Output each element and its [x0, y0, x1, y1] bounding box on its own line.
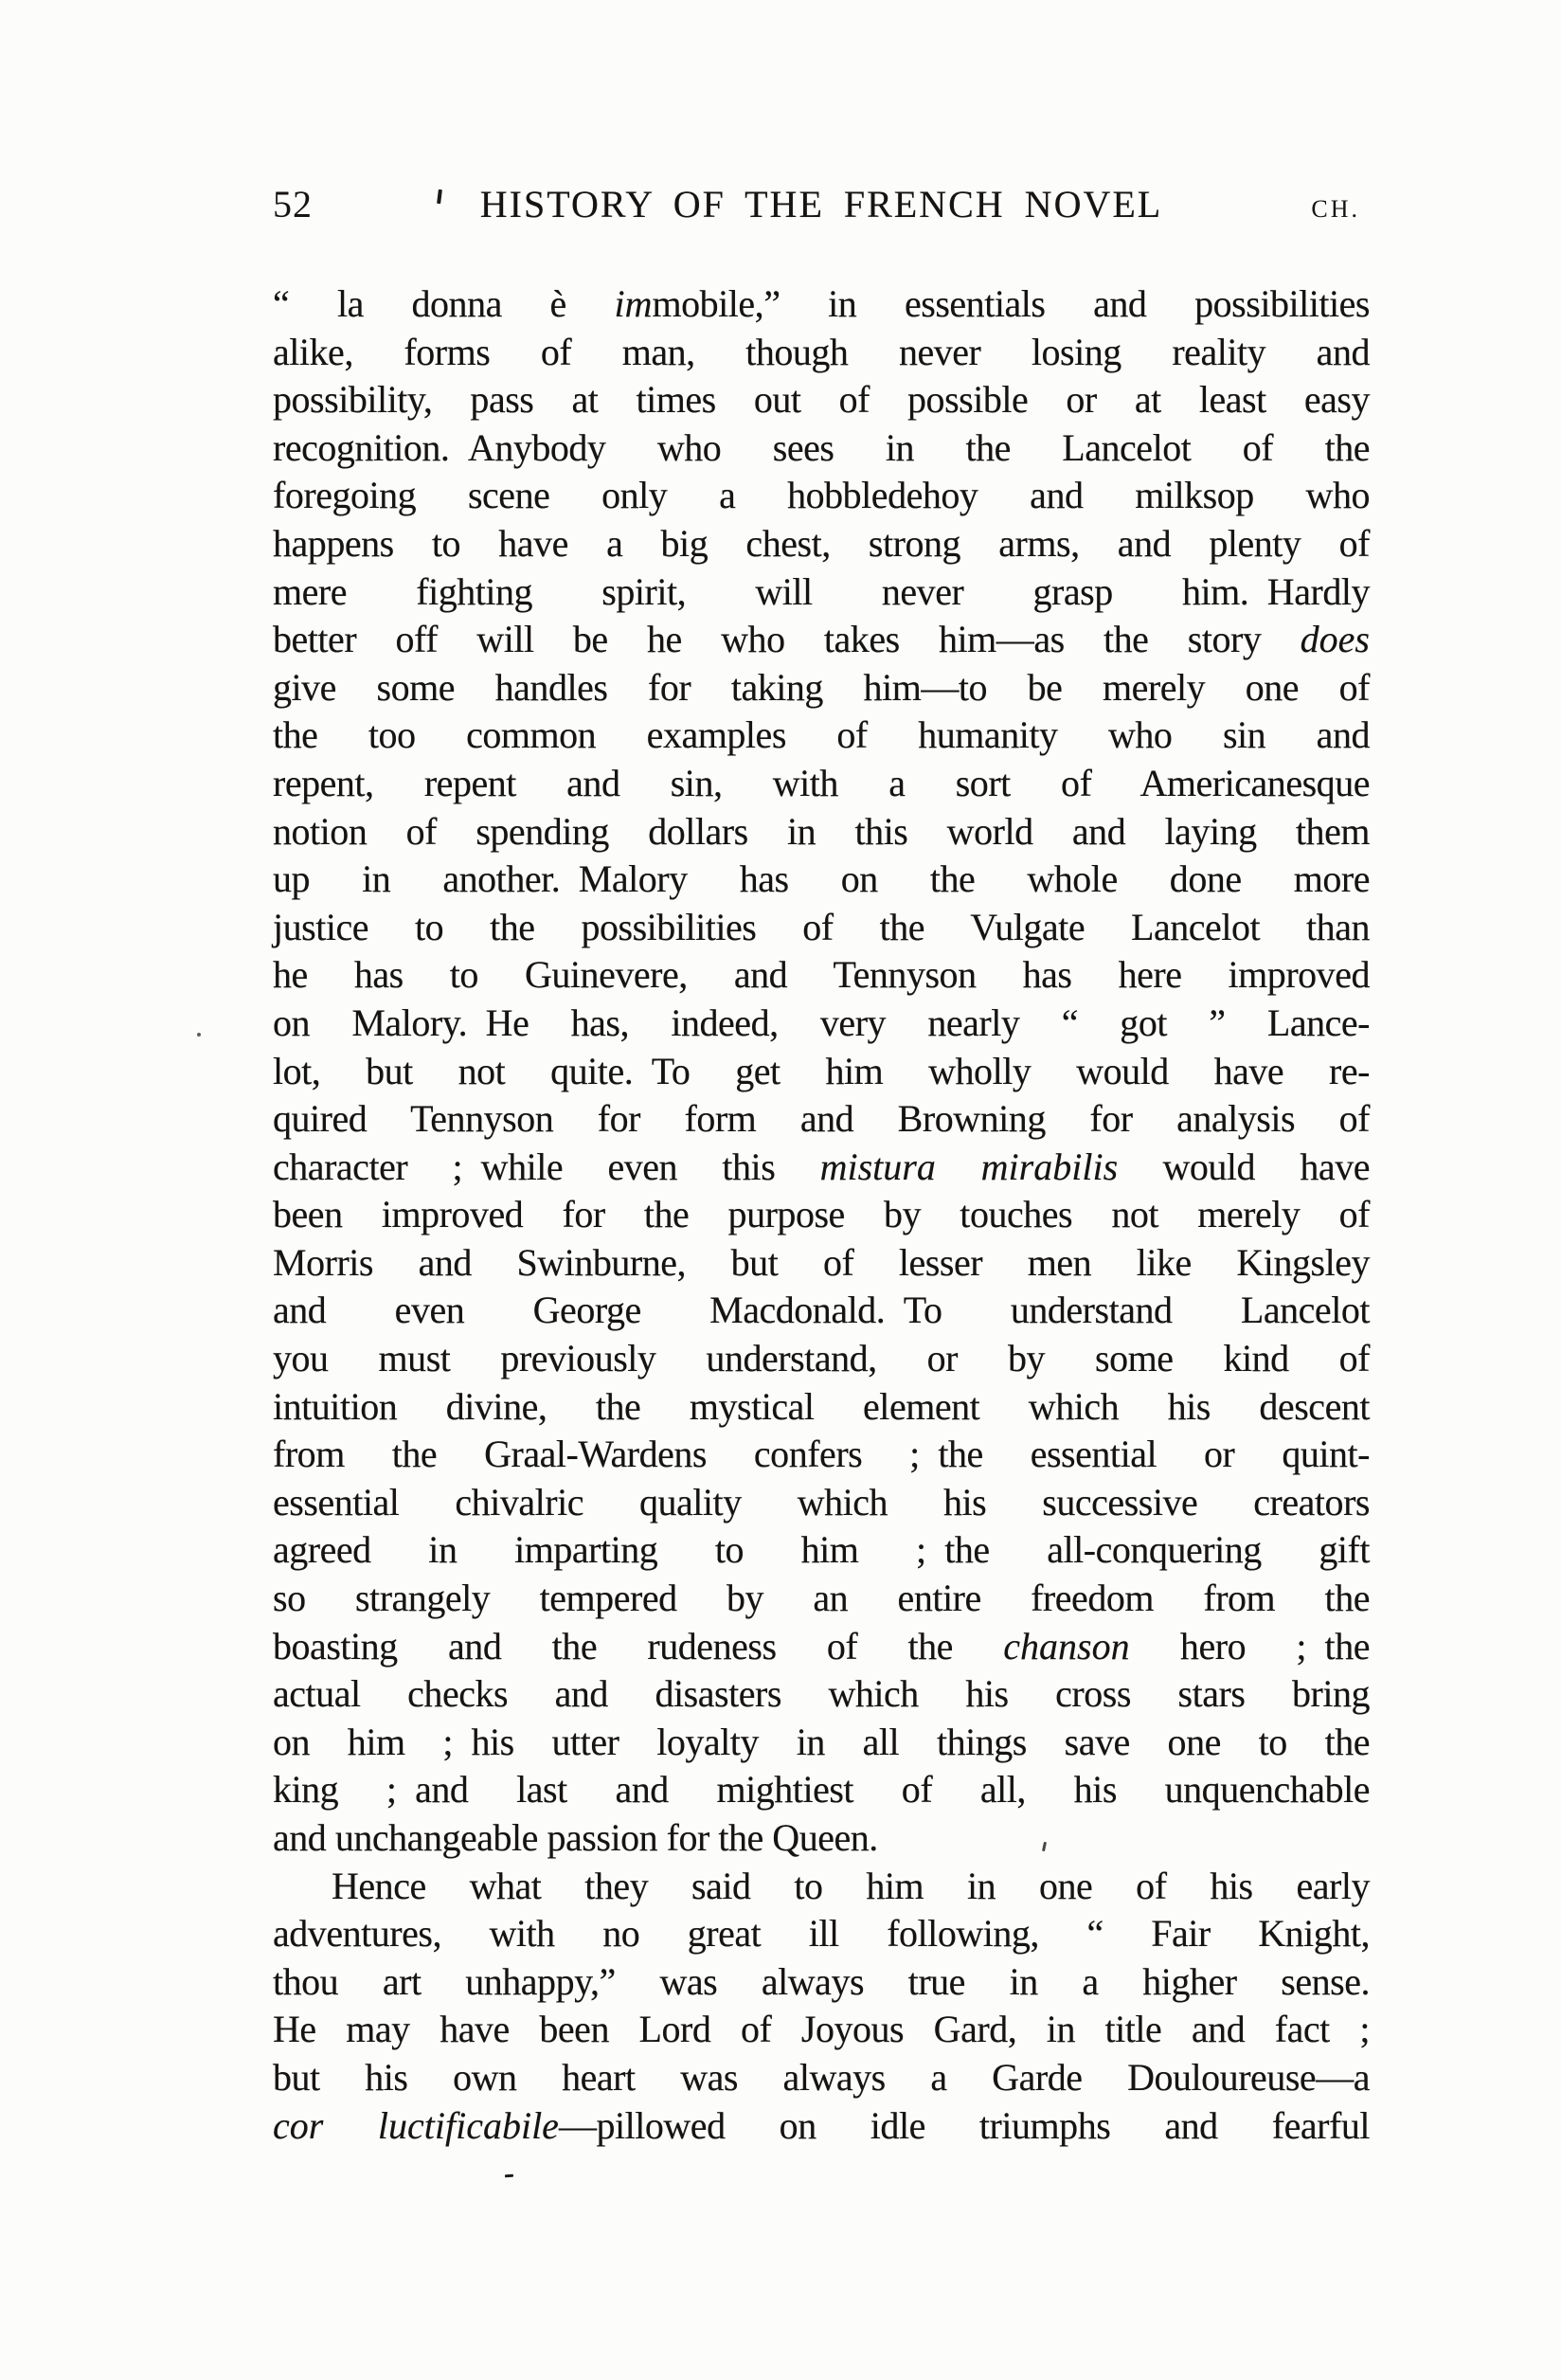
scan-artifact [505, 2174, 513, 2178]
text-line: lot, but not quite. To get him wholly would have re- [273, 1049, 1370, 1092]
text-line: better off will be he who takes him—as the story does [273, 618, 1370, 661]
text-line: from the Graal-Wardens confers ; the essential or quint- [273, 1433, 1370, 1476]
text-line: justice to the possibilities of the Vulgate Lancelot than [273, 905, 1370, 948]
page-number: 52 [273, 183, 313, 225]
text-line: quired Tennyson for form and Browning for analysis of [273, 1097, 1370, 1141]
chapter-marker: CH. [1311, 195, 1360, 223]
text-line: thou art unhappy,” was always true in a higher sense. [273, 1959, 1370, 2003]
text-line: boasting and the rudeness of the chanson hero ; the [273, 1624, 1370, 1668]
text-line: He may have been Lord of Joyous Gard, in title and fact ; [273, 2008, 1370, 2051]
page-header [273, 182, 1370, 226]
text-line: on Malory. He has, indeed, very nearly “ got ” Lance- [273, 1001, 1370, 1044]
text-line: foregoing scene only a hobbledehoy and milksop who [273, 474, 1370, 517]
text-line: and even George Macdonald. To understand Lancelot [273, 1289, 1370, 1332]
text-line: essential chivalric quality which his successive creators [273, 1480, 1370, 1524]
text-line: mere fighting spirit, will never grasp him. Hardly [273, 569, 1370, 613]
text-line: repent, repent and sin, with a sort of Americanesque [273, 761, 1370, 804]
text-line: so strangely tempered by an entire freedom from the [273, 1577, 1370, 1620]
text-line: happens to have a big chest, strong arms, and plenty of [273, 521, 1370, 565]
text-line: alike, forms of man, though never losing reality and [273, 330, 1370, 373]
text-line: up in another. Malory has on the whole done more [273, 857, 1370, 901]
text-line: agreed in imparting to him ; the all-conquering gift [273, 1528, 1370, 1572]
text-line: adventures, with no great ill following, “ Fair Knight, [273, 1912, 1370, 1956]
text-block [273, 280, 1370, 2150]
text-line: give some handles for taking him—to be merely one of [273, 665, 1370, 709]
text-line: king ; and last and mightiest of all, his unquenchable [273, 1768, 1370, 1812]
text-line: and unchangeable passion for the Queen. [273, 1816, 878, 1859]
text-line: he has to Guinevere, and Tennyson has here improved [273, 953, 1370, 997]
text-line: Hence what they said to him in one of his early [332, 1864, 1370, 1907]
text-line: character ; while even this mistura mirabilis would have [273, 1145, 1370, 1188]
text-line: actual checks and disasters which his cross stars bring [273, 1672, 1370, 1716]
text-line: Morris and Swinburne, but of lesser men like Kingsley [273, 1240, 1370, 1284]
text-line: on him ; his utter loyalty in all things save one to the [273, 1720, 1370, 1763]
text-line: recognition. Anybody who sees in the Lancelot of the [273, 425, 1370, 469]
text-line: the too common examples of humanity who sin and [273, 713, 1370, 757]
text-line: “ la donna è immobile,” in essentials and possibilities [273, 282, 1370, 325]
text-line: cor luctificabile—pillowed on idle triumphs and fearful [273, 2103, 1370, 2147]
text-line: been improved for the purpose by touches not merely of [273, 1193, 1370, 1236]
scan-artifact [197, 1033, 201, 1037]
text-line: intuition divine, the mystical element which his descent [273, 1384, 1370, 1428]
running-title: HISTORY OF THE FRENCH NOVEL [479, 183, 1163, 225]
text-line: notion of spending dollars in this world and laying them [273, 809, 1370, 853]
text-line: but his own heart was always a Garde Douloureuse—a [273, 2055, 1370, 2099]
text-line: you must previously understand, or by some kind of [273, 1337, 1370, 1380]
text-line: possibility, pass at times out of possible or at least easy [273, 378, 1370, 422]
